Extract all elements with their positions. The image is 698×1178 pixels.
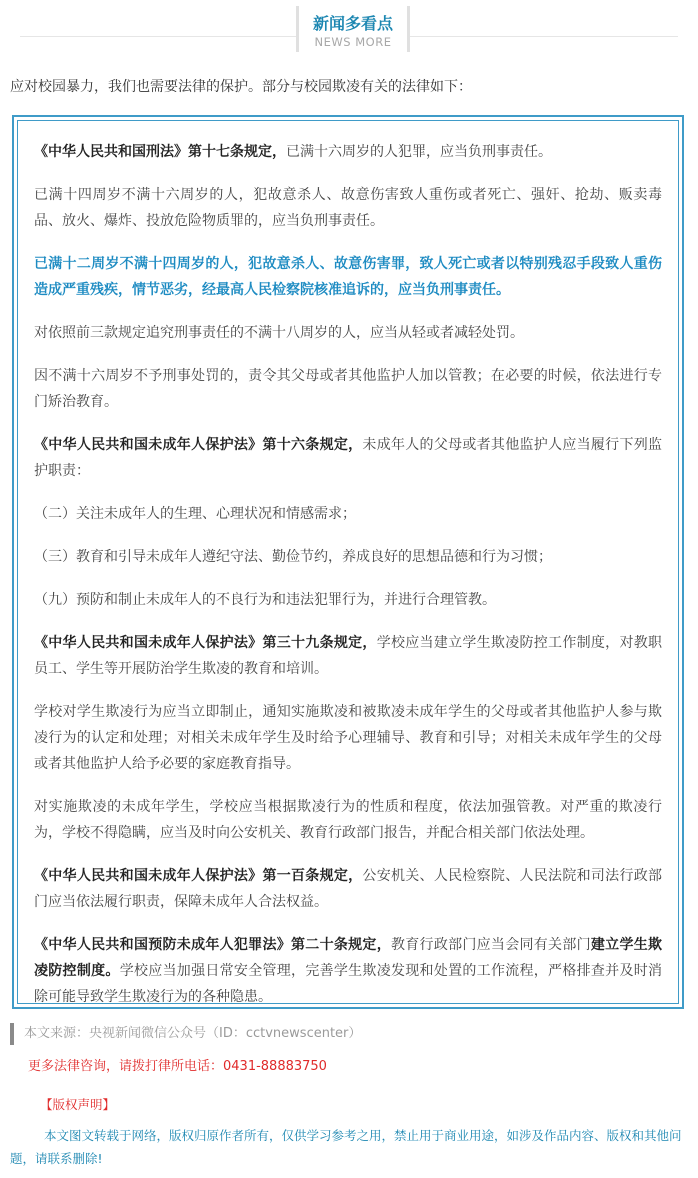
consult-phone-line: 更多法律咨询，请拨打律所电话：0431-88883750	[28, 1059, 327, 1074]
source-note: 本文来源：央视新闻微信公众号（ID：cctvnewscenter）	[10, 1023, 361, 1045]
copyright-text: 本文图文转载于网络，版权归原作者所有，仅供学习参考之用，禁止用于商业用途，如涉及作品内容、版权和其他问题，请联系删除!	[10, 1128, 682, 1166]
header-subtitle: NEWS MORE	[314, 35, 392, 49]
intro-paragraph: 应对校园暴力，我们也需要法律的保护。部分与校园欺凌有关的法律如下：	[10, 79, 472, 95]
header-rule-right	[404, 36, 678, 37]
law-paragraph-2: 已满十四周岁不满十六周岁的人，犯故意杀人、故意伤害致人重伤或者死亡、强奸、抢劫、贩卖毒品、放火、爆炸、投放危险物质罪的，应当负刑事责任。	[34, 187, 662, 229]
header-rule-left	[20, 36, 296, 37]
law-citation: 《中华人民共和国未成年人保护法》第十六条规定，	[34, 437, 363, 453]
law-text: 已满十六周岁的人犯罪，应当负刑事责任。	[286, 144, 552, 160]
law-citation: 《中华人民共和国刑法》第十七条规定，	[34, 144, 286, 160]
law-text: 未成年人的父母或者其他监护人应当履行下列监护职责：	[34, 437, 663, 479]
law-paragraph-12: 对实施欺凌的未成年学生，学校应当根据欺凌行为的性质和程度，依法加强管教。对严重的欺凌行为，学校不得隐瞒，应当及时向公安机关、教育行政部门报告，并配合相关部门依法处理。	[34, 799, 662, 841]
law-citation: 《中华人民共和国未成年人保护法》第一百条规定，	[34, 868, 363, 884]
law-item-9: （九）预防和制止未成年人的不良行为和违法犯罪行为，并进行合理管教。	[34, 592, 496, 608]
law-paragraph-10	[34, 630, 662, 682]
law-paragraph-5: 因不满十六周岁不予刑事处罚的，责令其父母或者其他监护人加以管教；在必要的时候，依法进行专门矫治教育。	[34, 368, 662, 410]
law-paragraph-1	[34, 139, 662, 165]
law-text: 教育行政部门应当会同有关部门	[390, 937, 591, 953]
law-paragraph-4: 对依照前三款规定追究刑事责任的不满十八周岁的人，应当从轻或者减轻处罚。	[34, 325, 524, 341]
law-item-2: （二）关注未成年人的生理、心理状况和情感需求；	[34, 506, 356, 522]
law-paragraph-highlight: 已满十二周岁不满十四周岁的人，犯故意杀人、故意伤害罪，致人死亡或者以特别残忍手段致人重伤造成严重残疾，情节恶劣，经最高人民检察院核准追诉的，应当负刑事责任。	[34, 256, 662, 298]
copyright-label: 【版权声明】	[40, 1097, 116, 1112]
law-box	[12, 115, 684, 1009]
news-more-header	[296, 6, 410, 52]
law-text: 学校应当加强日常安全管理，完善学生欺凌发现和处置的工作流程，严格排查并及时消除可能导致学生欺凌行为的各种隐患。	[34, 963, 663, 1005]
law-item-3: （三）教育和引导未成年人遵纪守法、勤俭节约，养成良好的思想品德和行为习惯；	[34, 549, 552, 565]
law-text: 公安机关、人民检察院、人民法院和司法行政部门应当依法履行职责，保障未成年人合法权益。	[34, 868, 663, 910]
law-paragraph-13	[34, 863, 662, 915]
law-box-inner	[17, 120, 679, 1004]
law-citation: 《中华人民共和国预防未成年人犯罪法》第二十条规定，	[34, 937, 391, 953]
law-citation: 《中华人民共和国未成年人保护法》第三十九条规定，	[34, 635, 377, 651]
law-emphasis: 建立学生欺凌防控制度。	[34, 937, 663, 979]
law-paragraph-6	[34, 432, 662, 484]
law-paragraph-14	[34, 932, 662, 1010]
law-paragraph-11: 学校对学生欺凌行为应当立即制止，通知实施欺凌和被欺凌未成年学生的父母或者其他监护人参与欺凌行为的认定和处理；对相关未成年学生及时给予心理辅导、教育和引导；对相关未成年学生的父母或者其他监护人给予必要的家庭教育指导。	[34, 704, 662, 772]
header-title: 新闻多看点	[312, 14, 393, 33]
law-text: 学校应当建立学生欺凌防控工作制度，对教职员工、学生等开展防治学生欺凌的教育和培训。	[34, 635, 663, 677]
